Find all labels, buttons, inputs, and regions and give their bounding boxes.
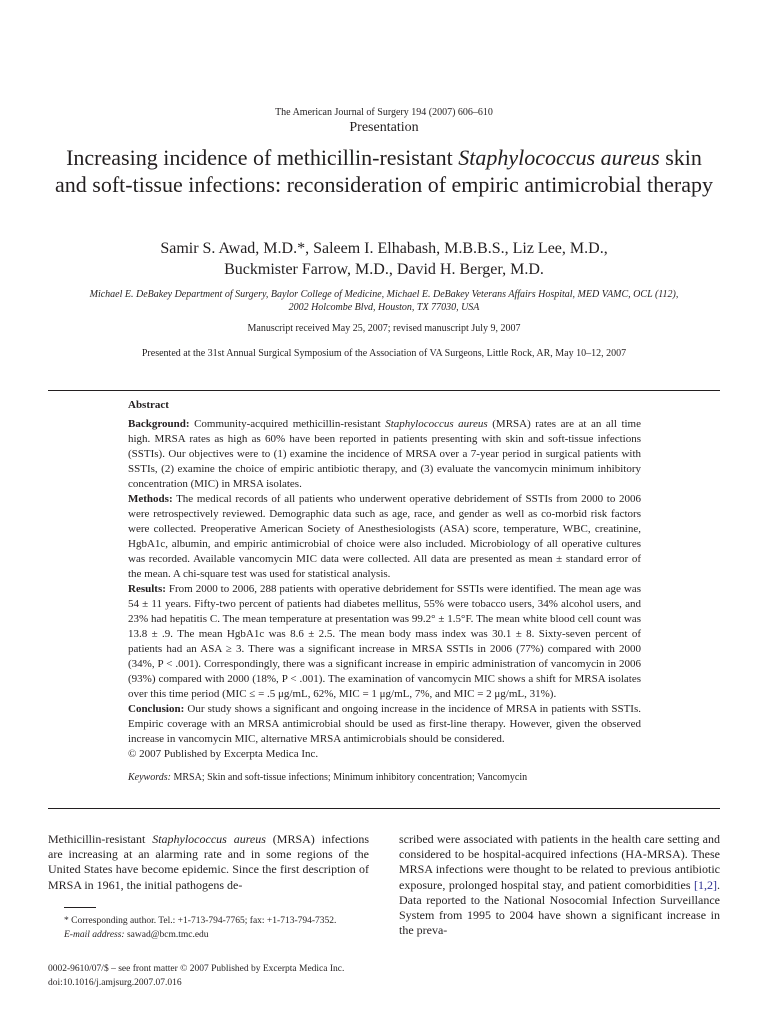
authors-line: Samir S. Awad, M.D.*, Saleem I. Elhabash, M.B.B.S., Liz Lee, M.D., xyxy=(160,240,608,257)
journal-citation: The American Journal of Surgery 194 (2007) 606–610 xyxy=(275,107,493,118)
abstract-copyright: © 2007 Published by Excerpta Medica Inc. xyxy=(128,748,319,760)
methods-text: The medical records of all patients who underwent operative debridement of SSTIs from 2000 to 2006 were retrospectively reviewed. Demographic data such as age, race, and gender as well as co-morbid risk factors were collected. Preoperative American Society of Anesthesiologists (ASA) score, temperature, WBC, creatinine, HgbA1c, albumin, and empiric antimicrobial of choice were also included. Microbiology of all operative cultures was recorded. Available vancomycin MIC data were collected. All data are presented as mean ± standard error of the mean. A chi-square test was used for statistical analysis. xyxy=(128,493,641,580)
citation-link[interactable]: [1,2] xyxy=(694,877,717,892)
abstract-background xyxy=(128,417,641,492)
abstract xyxy=(128,398,641,784)
divider xyxy=(48,808,720,809)
results-text: From 2000 to 2006, 288 patients with operative debridement for SSTIs were identified. The mean age was 54 ± 11 years. Fifty-two percent of patients had diabetes mellitus, 55% were tobacco users, 34% alcohol users, and 23% had hepatitis C. The mean temperature at presentation was 99.2° ± 1.5°F. The mean white blood cell count was 13.8 ± .9. The mean HgbA1c was 8.6 ± 2.5. The mean body mass index was 30.1 ± 8. Sixty-seven percent of patients had an ASA ≥ 3. There was a significant increase in MRSA SSTIs in 2006 (77%) compared with 2000 (34%, P < .001). Correspondingly, there was a significant increase in empiric administration of vancomycin in 2006 (93%) compared with 2000 (18%, P < .001). The examination of vancomycin MIC shows a shift for MRSA isolates over this time period (MIC ≤ = .5 μg/mL, 62%, MIC = 1 μg/mL, 7%, and MIC = 2 μg/mL, 31%). xyxy=(128,583,641,700)
body-column-left xyxy=(48,832,369,893)
body-text: Methicillin-resistant xyxy=(48,832,153,846)
conclusion-label: Conclusion: xyxy=(128,703,185,715)
keywords-text: MRSA; Skin and soft-tissue infections; Minimum inhibitory concentration; Vancomycin xyxy=(170,772,528,783)
background-text-rest: (MRSA) rates are at an all time high. MRSA rates as high as 60% have been reported in patients presenting with skin and soft-tissue infections (SSTIs). Our objectives were to (1) examine the incidence of MRSA over a 7-year period in surgical patients with SSTIs, (2) examine the choice of empiric antibiotic therapy, and (3) evaluate the vancomycin minimum inhibitory concentration (MIC) in MRSA isolates. xyxy=(128,418,641,490)
body-species: Staphylococcus aureus xyxy=(152,832,266,846)
title-text-rest: skin and soft-tissue infections: reconsideration of empiric antimicrobial therapy xyxy=(55,145,713,197)
body-text-rest: . Data reported to the National Nosocomial Infection Surveillance System from 1995 to 2004 have shown a significant increase in the preva- xyxy=(399,877,720,938)
article-title xyxy=(48,144,720,198)
abstract-heading: Abstract xyxy=(128,399,169,411)
results-label: Results: xyxy=(128,583,166,595)
background-label: Background: xyxy=(128,418,190,430)
corresponding-author: * Corresponding author. Tel.: +1-713-794-7765; fax: +1-713-794-7352. xyxy=(64,916,337,926)
email-address[interactable]: sawad@bcm.tmc.edu xyxy=(124,930,209,940)
body-paragraph xyxy=(48,832,369,893)
doi-line[interactable]: doi:10.1016/j.amjsurg.2007.07.016 xyxy=(48,978,182,988)
body-paragraph xyxy=(399,832,720,938)
presentation-note: Presented at the 31st Annual Surgical Symposium of the Association of VA Surgeons, Little Rock, AR, May 10–12, 2007 xyxy=(141,348,627,359)
body-text-rest: (MRSA) infections are increasing at an alarming rate and in some regions of the United States have become epidemic. Since the first description of MRSA in 1961, the initial pathogens de- xyxy=(48,832,369,892)
abstract-results xyxy=(128,582,641,702)
publication-footer xyxy=(48,962,448,990)
abstract-methods xyxy=(128,492,641,582)
body-text: scribed were associated with patients in the health care setting and considered to be hospital-acquired infections (HA-MRSA). These MRSA infections were thought to be related to previous antibiotic exposure, prolonged hospital stay, and patient comorbidities xyxy=(399,832,720,892)
keywords xyxy=(128,771,641,784)
issn-line: 0002-9610/07/$ – see front matter © 2007 Published by Excerpta Medica Inc. xyxy=(48,964,345,974)
email-label: E-mail address: xyxy=(64,930,125,940)
title-species: Staphylococcus aureus xyxy=(458,145,660,170)
conclusion-text: Our study shows a significant and ongoing increase in the incidence of MRSA in patients with SSTIs. Empiric coverage with an MRSA antimicrobial should be used as first-line therapy. However, given the observed increase in vancomycin MIC, alternative MRSA antimicrobials should be considered. xyxy=(128,703,641,745)
affiliation-line: 2002 Holcombe Blvd, Houston, TX 77030, USA xyxy=(288,302,480,313)
background-species: Staphylococcus aureus xyxy=(385,418,488,430)
footnote-divider xyxy=(64,907,96,908)
abstract-conclusion xyxy=(128,702,641,747)
keywords-label: Keywords: xyxy=(128,772,171,783)
title-text: Increasing incidence of methicillin-resistant xyxy=(66,145,459,170)
email-line xyxy=(64,928,384,942)
divider xyxy=(48,390,720,391)
author-list xyxy=(48,238,720,280)
authors-line: Buckmister Farrow, M.D., David H. Berger, M.D. xyxy=(224,261,544,278)
background-text: Community-acquired methicillin-resistant xyxy=(189,418,386,430)
footnote xyxy=(64,914,384,942)
methods-label: Methods: xyxy=(128,493,173,505)
section-label: Presentation xyxy=(349,120,419,135)
body-column-right xyxy=(399,832,720,938)
affiliation xyxy=(48,288,720,314)
affiliation-line: Michael E. DeBakey Department of Surgery, Baylor College of Medicine, Michael E. DeBakey Veterans Affairs Hospital, MED VAMC, OCL (112), xyxy=(89,289,679,300)
manuscript-dates: Manuscript received May 25, 2007; revised manuscript July 9, 2007 xyxy=(247,323,521,334)
